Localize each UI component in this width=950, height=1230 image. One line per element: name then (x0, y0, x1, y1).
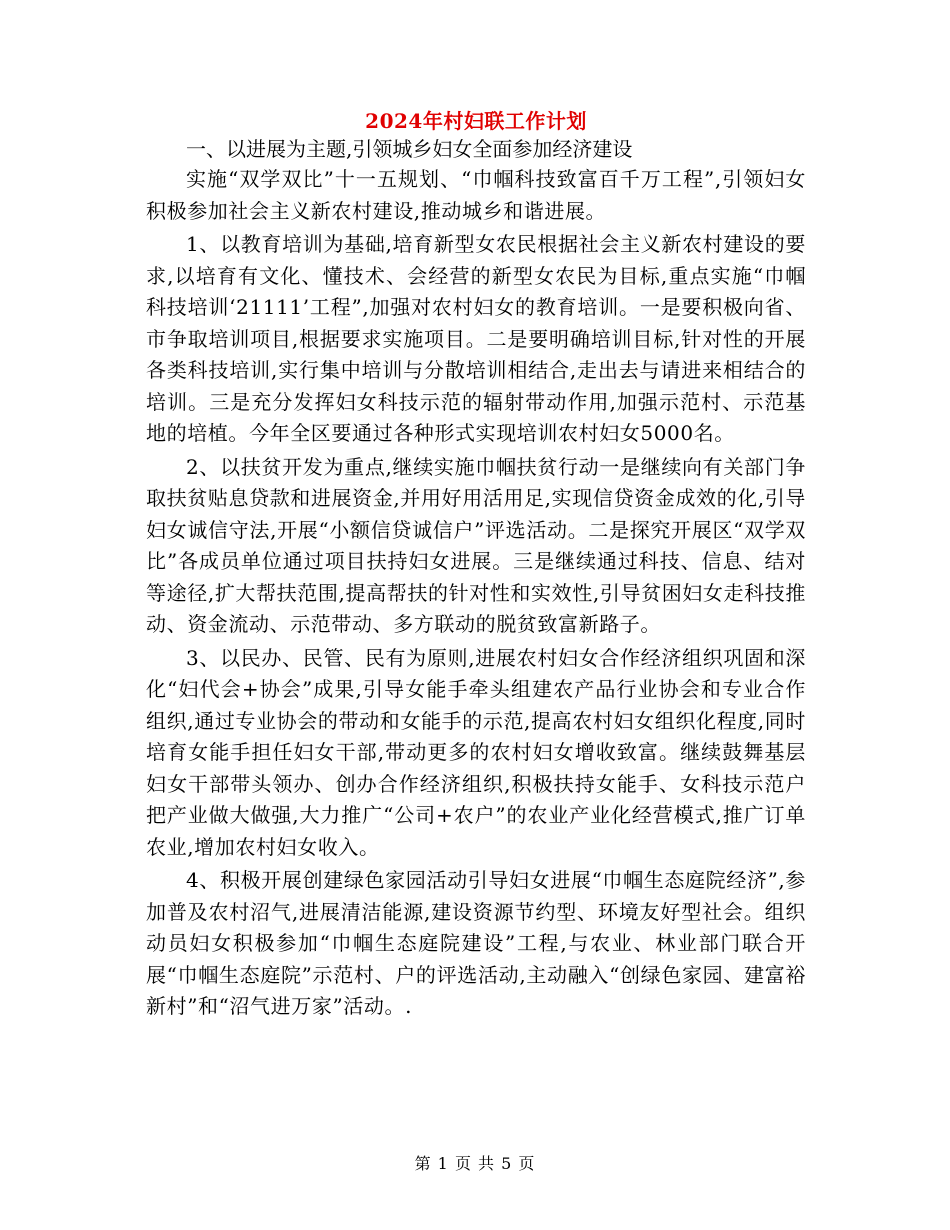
paragraph-1: 1、以教育培训为基础,培育新型女农民根据社会主义新农村建设的要求,以培育有文化、懂技术、会经营的新型女农民为目标,重点实施“巾帼科技培训‘21111’工程”,加强对农村妇女的教育培训。一是要积极向省、市争取培训项目,根据要求实施项目。二是要明确培训目标,针对性的开展各类科技培训,实行集中培训与分散培训相结合,走出去与请进来相结合的培训。三是充分发挥妇女科技示范的辐射带动作用,加强示范村、示范基地的培植。今年全区要通过各种形式实现培训农村妇女5000名。 (146, 232, 806, 445)
paragraph-4: 4、积极开展创建绿色家园活动引导妇女进展“巾帼生态庭院经济”,参加普及农村沼气,进展清洁能源,建设资源节约型、环境友好型社会。组织动员妇女积极参加“巾帼生态庭院建设”工程,与农业、林业部门联合开展“巾帼生态庭院”示范村、户的评选活动,主动融入“创绿色家园、建富裕新村”和“沼气进万家”活动。. (146, 868, 806, 1018)
section-heading: 一、以进展为主题,引领城乡妇女全面参加经济建设 (186, 137, 633, 161)
document-page (146, 108, 806, 1025)
page-footer: 第 1 页 共 5 页 (414, 1154, 536, 1173)
paragraph-3: 3、以民办、民管、民有为原则,进展农村妇女合作经济组织巩固和深化“妇代会+协会”成果,引导女能手牵头组建农产品行业协会和专业合作组织,通过专业协会的带动和女能手的示范,提高农村妇女组织化程度,同时培育女能手担任妇女干部,带动更多的农村妇女增收致富。继续鼓舞基层妇女干部带头领办、创办合作经济组织,积极扶持女能手、女科技示范户把产业做大做强,大力推广“公司+农户”的农业产业化经营模式,推广订单农业,增加农村妇女收入。 (146, 645, 806, 859)
paragraph-intro: 实施“双学双比”十一五规划、“巾帼科技致富百千万工程”,引领妇女积极参加社会主义新农村建设,推动城乡和谐进展。 (146, 167, 806, 223)
document-title: 2024年村妇联工作计划 (365, 109, 587, 133)
paragraph-2: 2、以扶贫开发为重点,继续实施巾帼扶贫行动一是继续向有关部门争取扶贫贴息贷款和进展资金,并用好用活用足,实现信贷资金成效的化,引导妇女诚信守法,开展“小额信贷诚信户”评选活动。二是探究开展区“双学双比”各成员单位通过项目扶持妇女进展。三是继续通过科技、信息、结对等途径,扩大帮扶范围,提高帮扶的针对性和实效性,引导贫困妇女走科技推动、资金流动、示范带动、多方联动的脱贫致富新路子。 (146, 454, 806, 636)
